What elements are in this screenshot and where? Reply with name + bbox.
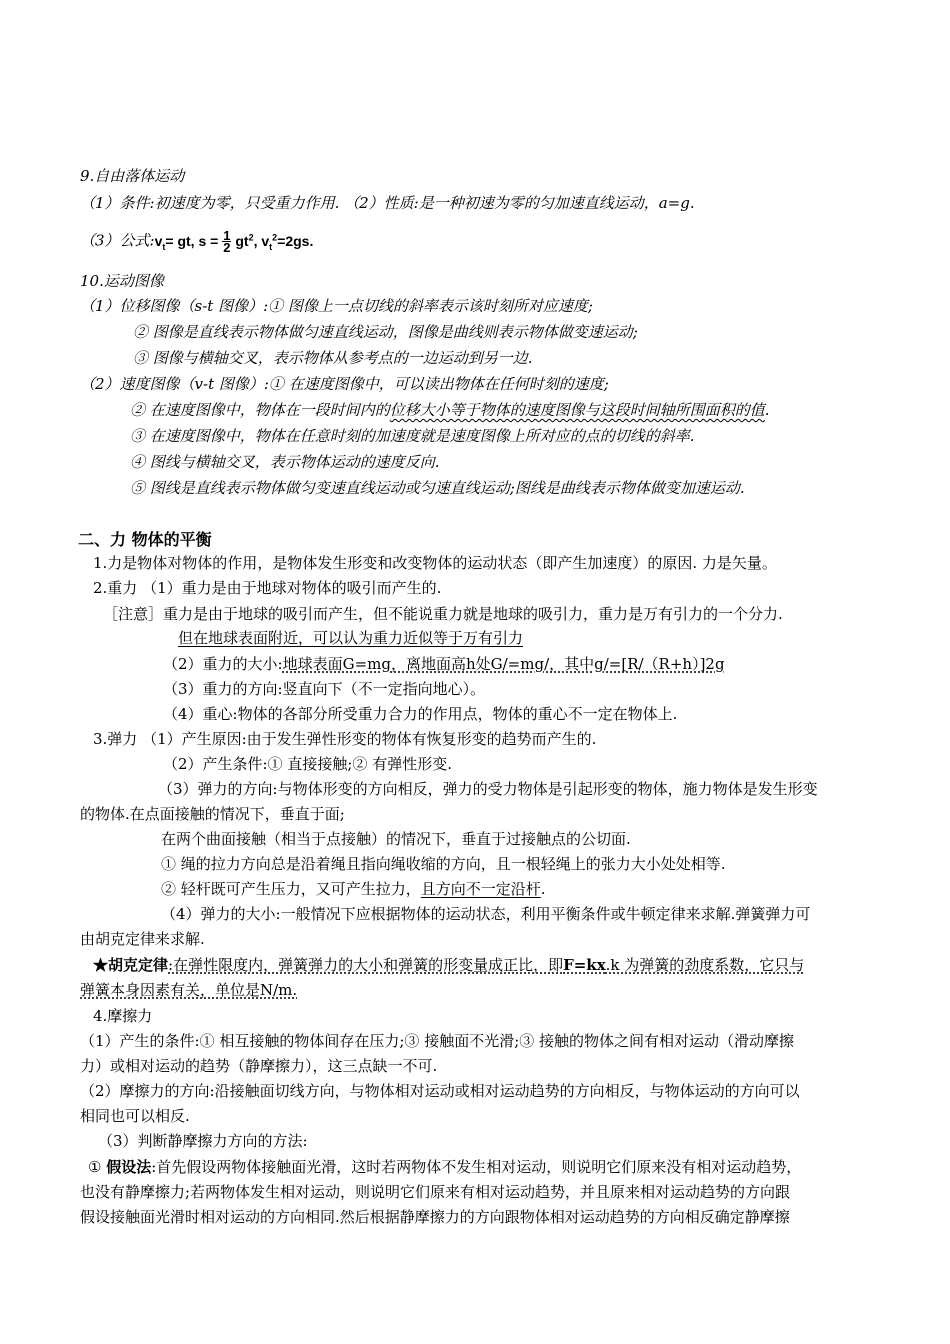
vt-graph-1: （2）速度图像（v-t 图像）:① 在速度图像中，可以读出物体在任何时刻的速度; (80, 375, 609, 393)
hooke-law-1: ★胡克定律:在弹性限度内，弹簧弹力的大小和弹簧的形变量成正比，即F=kx.k 为弹簧的劲度系数，它只与 (93, 956, 805, 974)
st-graph-3: ③ 图像与横轴交叉，表示物体从参考点的一边运动到另一边. (133, 349, 533, 367)
elastic-force-4: 的物体.在点面接触的情况下，垂直于面; (80, 805, 345, 823)
assumption-method-1: ① 假设法:首先假设两物体接触面光滑，这时若两物体不发生相对运动，则说明它们原来没有相对运动趋势， (88, 1158, 802, 1176)
vt-graph-3: ③ 在速度图像中，物体在任意时刻的加速度就是速度图像上所对应的点的切线的斜率. (130, 427, 695, 445)
free-fall-conditions: （1）条件:初速度为零，只受重力作用. （2）性质:是一种初速为零的匀加速直线运动，a=g. (80, 194, 695, 212)
vt-graph-2: ② 在速度图像中，物体在一段时间内的位移大小等于物体的速度图像与这段时间轴所围面积的值. (130, 401, 770, 419)
assumption-method-2: 也没有静摩擦力;若两物体发生相对运动，则说明它们原来有相对运动趋势，并且原来相对运动趋势的方向跟 (80, 1183, 791, 1201)
free-fall-formula-line (80, 226, 313, 257)
friction-title: 4.摩擦力 (93, 1007, 153, 1025)
elastic-force-7: ② 轻杆既可产生压力，又可产生拉力，且方向不一定沿杆. (161, 880, 546, 898)
force-definition: 1.力是物体对物体的作用，是物体发生形变和改变物体的运动状态（即产生加速度）的原因. 力是矢量。 (93, 554, 777, 572)
assumption-method-3: 假设接触面光滑时相对运动的方向相同.然后根据静摩擦力的方向跟物体相对运动趋势的方向相反确定静摩擦 (80, 1208, 790, 1226)
elastic-force-5: 在两个曲面接触（相当于点接触）的情况下，垂直于过接触点的公切面. (161, 830, 631, 848)
friction-2: 力）或相对运动的趋势（静摩擦力），这三点缺一不可. (80, 1057, 438, 1075)
elastic-force-9: 由胡克定律来求解. (80, 930, 205, 948)
assumption-method-label: 假设法 (106, 1158, 152, 1176)
hooke-law-label: ★胡克定律 (93, 956, 169, 974)
friction-4: 相同也可以相反. (80, 1107, 190, 1125)
st-graph-2: ② 图像是直线表示物体做匀速直线运动，图像是曲线则表示物体做变速运动; (133, 323, 638, 341)
elastic-force-8: （4）弹力的大小:一般情况下应根据物体的运动状态，利用平衡条件或牛顿定律来求解.弹簧弹力可 (161, 905, 811, 923)
elastic-force-3: （3）弹力的方向:与物体形变的方向相反，弹力的受力物体是引起形变的物体，施力物体是发生形变 (158, 780, 818, 798)
free-fall-formula: $v_t=$ gt, s = $\frac{1}{2}$ $gt^2$, $v_t^2=2gs$. (154, 228, 314, 256)
gravity-1: 2.重力 （1）重力是由于地球对物体的吸引而产生的. (93, 579, 442, 597)
st-graph-1: （1）位移图像（s-t 图像）:① 图像上一点切线的斜率表示该时刻所对应速度; (80, 297, 593, 315)
hooke-formula: F=kx (563, 956, 606, 974)
friction-1: （1）产生的条件:① 相互接触的物体间存在压力;③ 接触面不光滑;③ 接触的物体之间有相对运动（滑动摩擦 (80, 1032, 795, 1050)
free-fall-title: 9.自由落体运动 (80, 167, 185, 185)
gravity-direction: （3）重力的方向:竖直向下（不一定指向地心）。 (163, 680, 486, 698)
friction-3: （2）摩擦力的方向:沿接触面切线方向，与物体相对运动或相对运动趋势的方向相反，与物体运动的方向可以 (80, 1082, 800, 1100)
hooke-law-2: 弹簧本身因素有关，单位是N/m. (80, 981, 298, 999)
gravity-note: ［注意］重力是由于地球的吸引而产生，但不能说重力就是地球的吸引力，重力是万有引力的一个分力. (103, 605, 783, 623)
formula-prefix: （3）公式: (80, 231, 155, 250)
motion-graph-title: 10.运动图像 (80, 272, 164, 290)
vt-graph-4: ④ 图线与横轴交叉，表示物体运动的速度反向. (130, 453, 440, 471)
friction-5: （3）判断静摩擦力方向的方法: (98, 1132, 308, 1150)
elastic-force-1: 3.弹力 （1）产生原因:由于发生弹性形变的物体有恢复形变的趋势而产生的. (93, 730, 597, 748)
center-of-gravity: （4）重心:物体的各部分所受重力合力的作用点，物体的重心不一定在物体上. (163, 705, 678, 723)
gravity-formula: 地球表面G=mg，离地面高h处G/=mg/，其中g/=[R/（R+h）]2g (282, 655, 725, 673)
section-heading-force: 二、力 物体的平衡 (78, 530, 212, 549)
gravity-magnitude: （2）重力的大小:地球表面G=mg，离地面高h处G/=mg/，其中g/=[R/（R+h）]2g (163, 655, 725, 673)
vt-graph-5: ⑤ 图线是直线表示物体做匀变速直线运动或匀速直线运动;图线是曲线表示物体做变加速运动. (130, 479, 745, 497)
displacement-area-emphasis: 位移大小等于物体的速度图像与这段时间轴所围面积的值 (389, 401, 765, 419)
elastic-force-6: ① 绳的拉力方向总是沿着绳且指向绳收缩的方向，且一根轻绳上的张力大小处处相等. (161, 855, 726, 873)
gravity-note-underlined: 但在地球表面附近，可以认为重力近似等于万有引力 (178, 629, 524, 647)
rod-direction-emphasis: 且方向不一定沿杆 (420, 880, 541, 898)
elastic-force-2: （2）产生条件:① 直接接触;② 有弹性形变. (163, 755, 452, 773)
